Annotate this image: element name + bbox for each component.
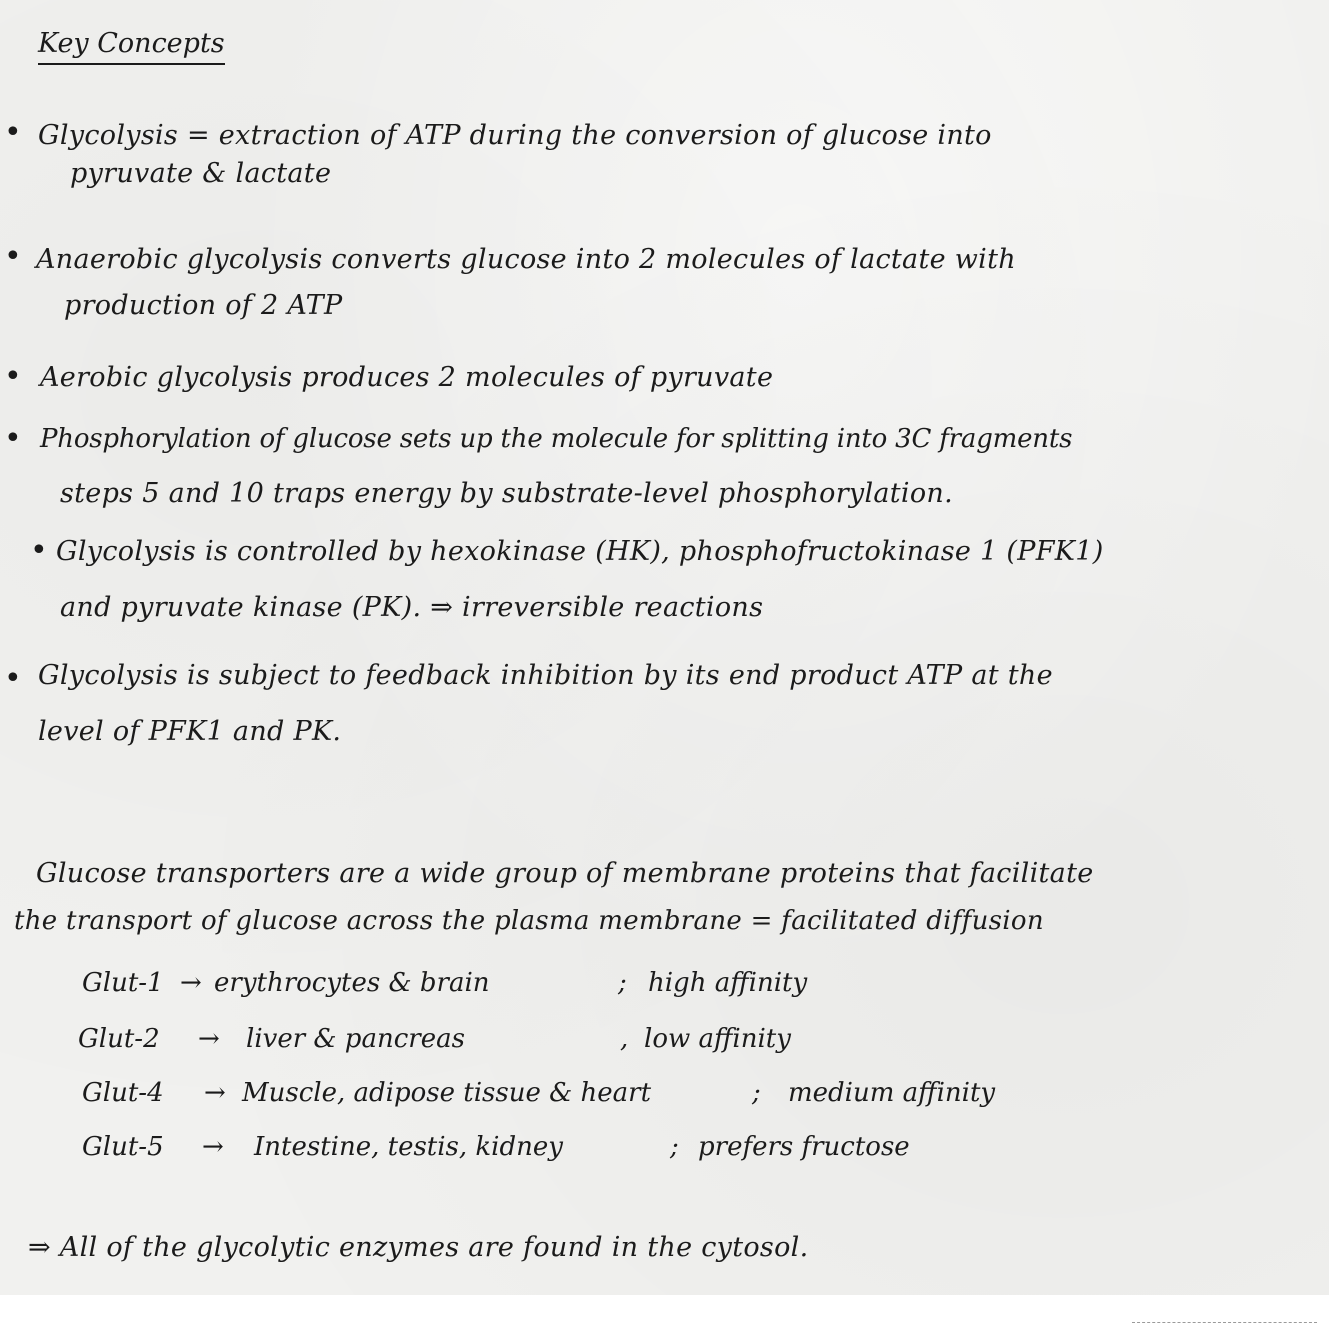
bullet-5-line-1: Glycolysis is controlled by hexokinase (HK), phosphofructokinase 1 (PFK1) xyxy=(56,536,1104,567)
glut-name: Glut-2 xyxy=(78,1024,160,1054)
bullet-4-line-1: Phosphorylation of glucose sets up the molecule for splitting into 3C fragments xyxy=(40,424,1073,454)
glut-affinity: medium affinity xyxy=(788,1078,996,1108)
bullet-dot: • xyxy=(4,359,22,394)
bullet-1-line-2: pyruvate & lactate xyxy=(70,158,332,189)
dashed-divider xyxy=(1132,1322,1317,1323)
transporters-intro-line-1: Glucose transporters are a wide group of membrane proteins that facilitate xyxy=(36,858,1094,889)
bullet-dot: • xyxy=(4,115,22,150)
glut-tissue: Muscle, adipose tissue & heart xyxy=(242,1078,652,1108)
bottom-margin xyxy=(0,1295,1329,1330)
arrow-icon: → xyxy=(198,1024,220,1054)
glut-row xyxy=(78,1026,978,1058)
bullet-dot: • xyxy=(4,421,22,456)
arrow-icon: → xyxy=(202,1132,224,1162)
glut-separator: ; xyxy=(752,1078,761,1108)
page-title: Key Concepts xyxy=(38,28,225,65)
bullet-5-line-2: and pyruvate kinase (PK). ⇒ irreversible reactions xyxy=(60,592,764,623)
glut-row xyxy=(82,1134,982,1166)
bullet-2-line-1: Anaerobic glycolysis converts glucose into 2 molecules of lactate with xyxy=(36,244,1016,275)
glut-row xyxy=(82,1080,1082,1112)
bullet-dot: • xyxy=(4,661,22,696)
glut-separator: ; xyxy=(618,968,627,998)
bullet-2-line-2: production of 2 ATP xyxy=(64,290,343,321)
glut-separator: ; xyxy=(670,1132,679,1162)
glut-name: Glut-5 xyxy=(82,1132,164,1162)
bullet-6-line-2: level of PFK1 and PK. xyxy=(38,716,342,747)
bullet-6-line-1: Glycolysis is subject to feedback inhibition by its end product ATP at the xyxy=(38,660,1053,691)
bullet-dot: • xyxy=(4,239,22,274)
glut-affinity: high affinity xyxy=(648,968,808,998)
glut-row xyxy=(82,970,982,1002)
bullet-3-line-1: Aerobic glycolysis produces 2 molecules of pyruvate xyxy=(40,362,774,393)
bullet-dot: • xyxy=(30,533,48,568)
glut-affinity: low affinity xyxy=(644,1024,791,1054)
glut-name: Glut-1 xyxy=(82,968,164,998)
arrow-icon: → xyxy=(204,1078,226,1108)
transporters-intro-line-2: the transport of glucose across the plasma membrane = facilitated diffusion xyxy=(14,906,1044,936)
glut-name: Glut-4 xyxy=(82,1078,164,1108)
glut-tissue: erythrocytes & brain xyxy=(214,968,490,998)
bullet-4-line-2: steps 5 and 10 traps energy by substrate-level phosphorylation. xyxy=(60,478,953,509)
conclusion-line: ⇒ All of the glycolytic enzymes are found in the cytosol. xyxy=(28,1232,809,1263)
bullet-1-line-1: Glycolysis = extraction of ATP during the conversion of glucose into xyxy=(38,120,992,151)
glut-tissue: liver & pancreas xyxy=(246,1024,465,1054)
arrow-icon: → xyxy=(180,968,202,998)
glut-affinity: prefers fructose xyxy=(698,1132,910,1162)
glut-separator: , xyxy=(620,1024,629,1054)
glut-tissue: Intestine, testis, kidney xyxy=(254,1132,563,1162)
